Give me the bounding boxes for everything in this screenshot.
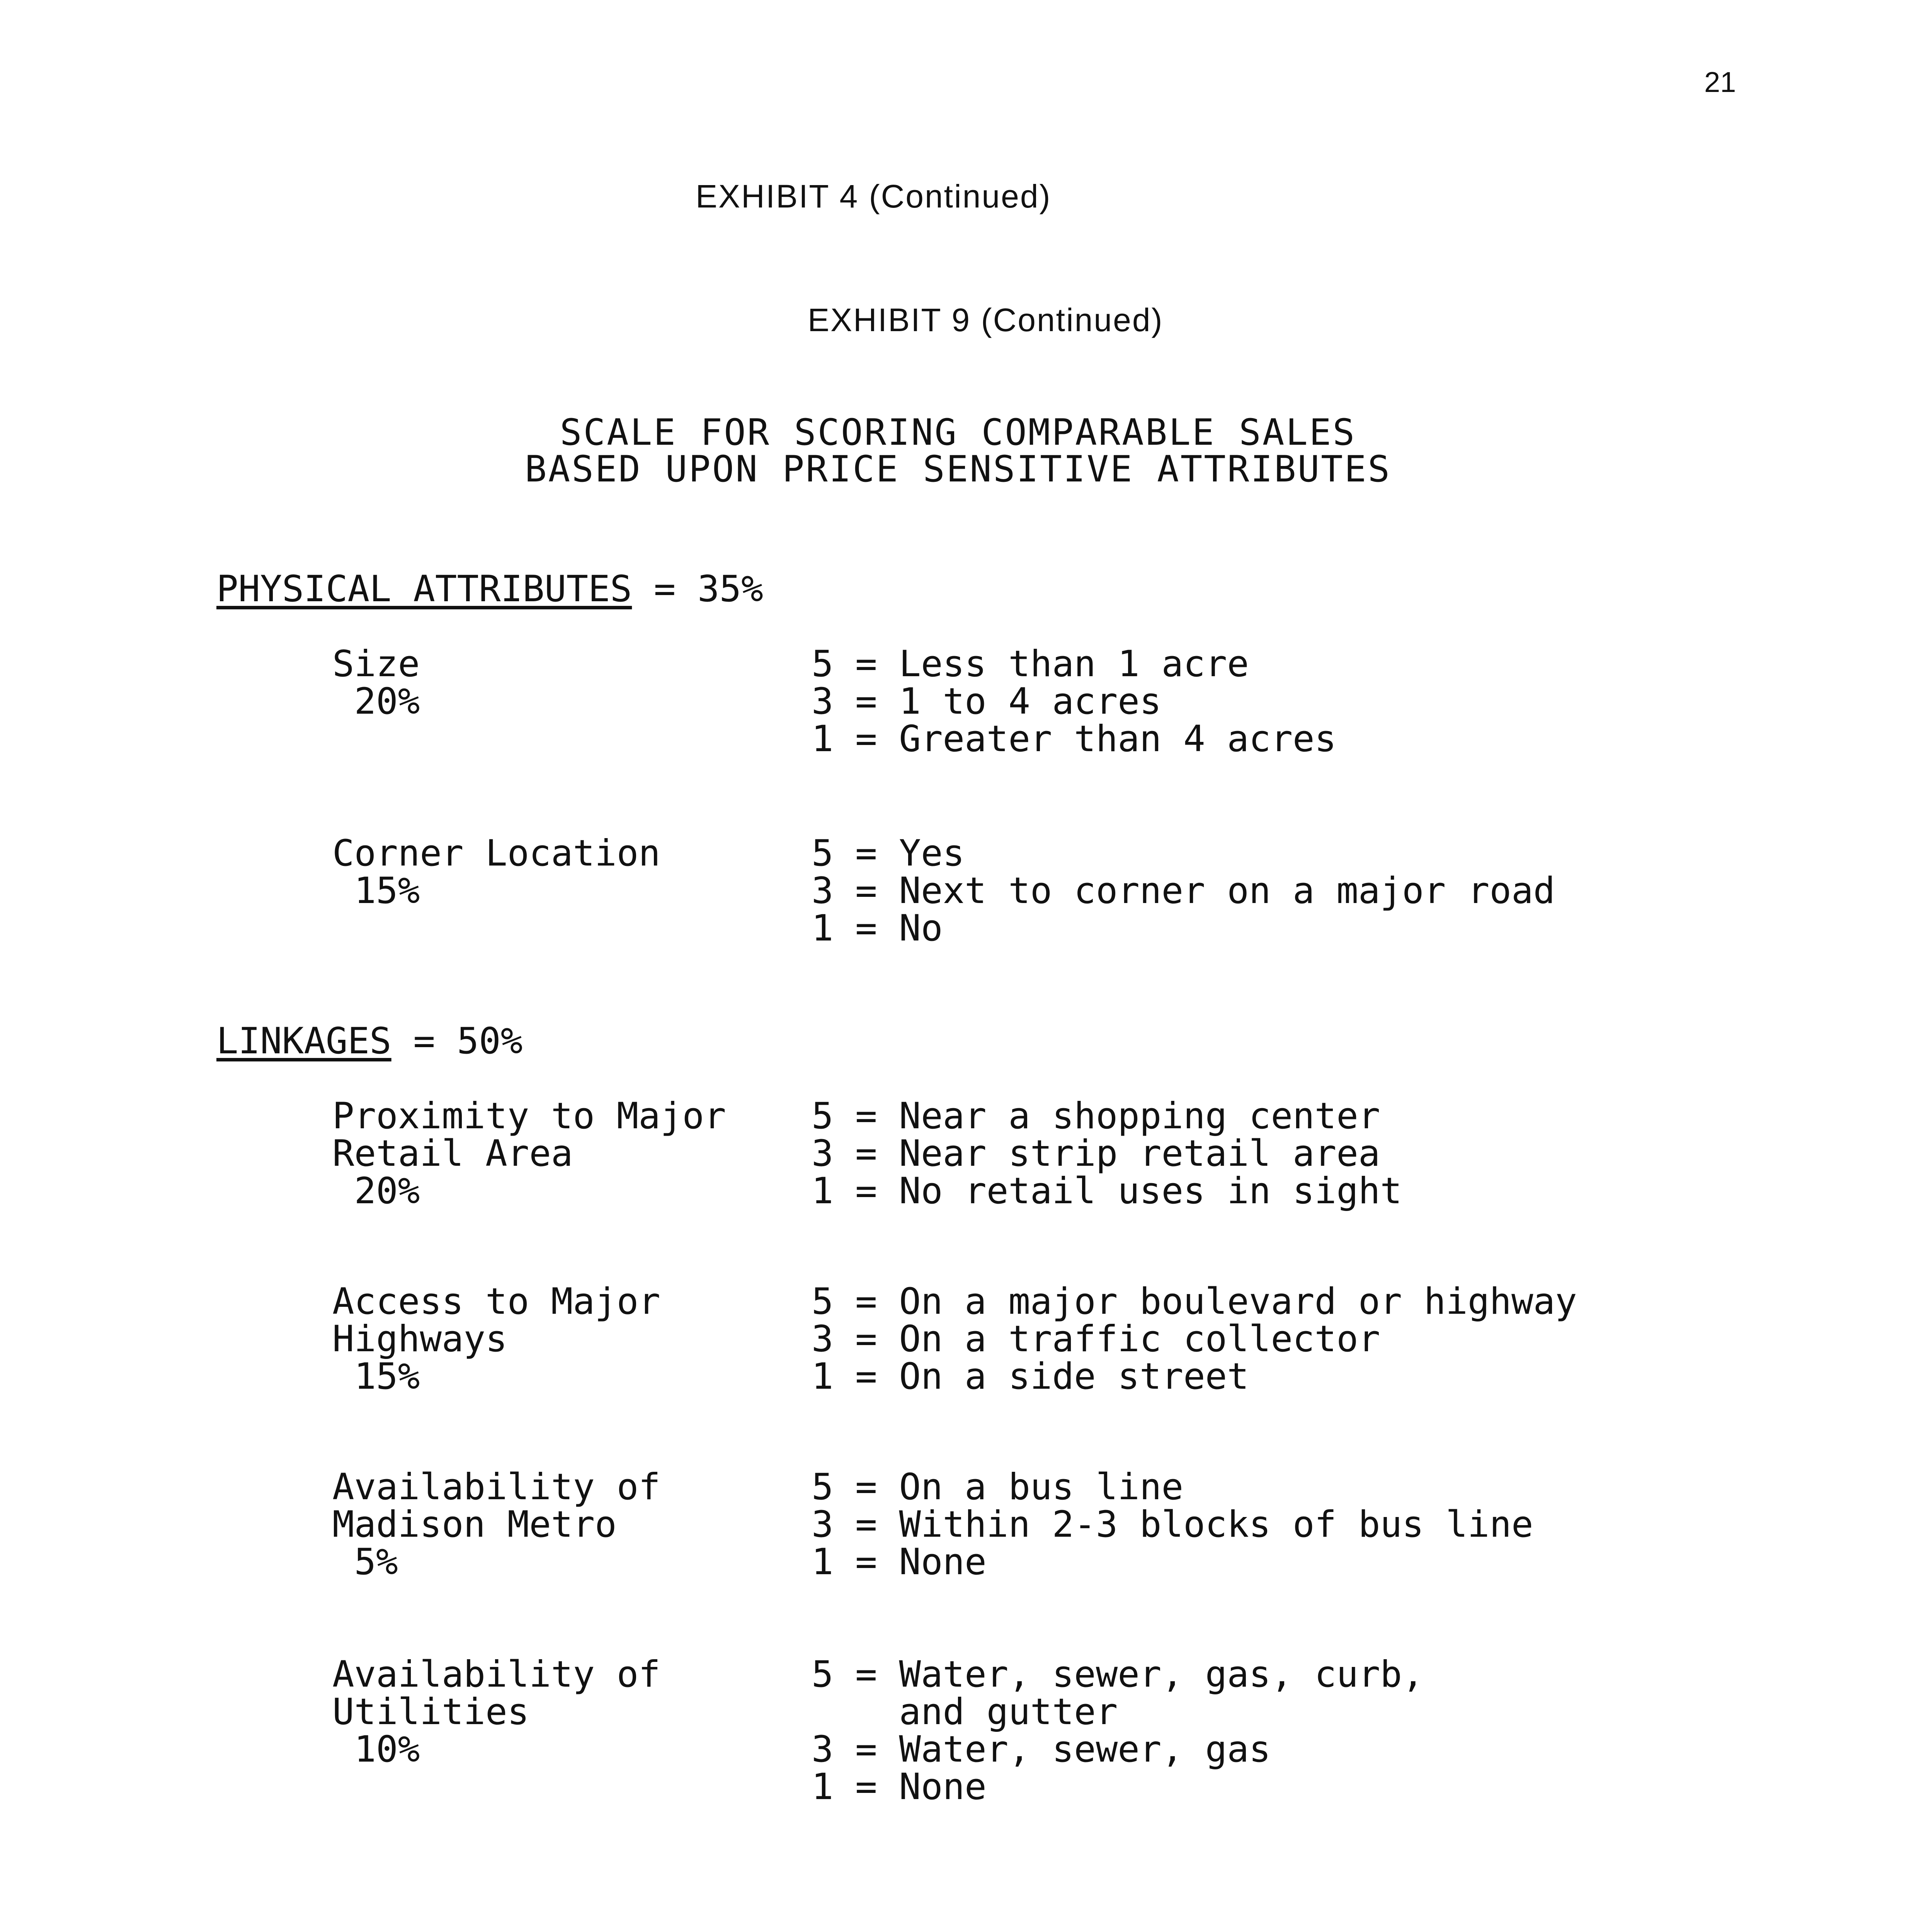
document-title-line-1: SCALE FOR SCORING COMPARABLE SALES (560, 412, 1356, 454)
attribute-weight: 5% (354, 1541, 398, 1583)
attribute-label: Retail Area (332, 1133, 573, 1175)
attribute-utilities (332, 1653, 660, 1770)
attribute-size (332, 643, 420, 723)
attribute-label: Availability of (332, 1466, 660, 1508)
score-list-access-highways (812, 1281, 1577, 1398)
score-list-corner-location (812, 832, 1555, 949)
score-line: 3 = Near strip retail area (812, 1133, 1380, 1175)
score-line: 1 = No (812, 907, 943, 949)
score-line: 1 = Greater than 4 acres (812, 718, 1337, 760)
score-line: 1 = None (812, 1766, 987, 1808)
section-heading-linkages (216, 1020, 522, 1062)
attribute-label: Access to Major (332, 1281, 660, 1323)
score-list-utilities (812, 1653, 1424, 1808)
page-number: 21 (1704, 66, 1736, 98)
score-line: 1 = No retail uses in sight (812, 1170, 1402, 1212)
document-title-line-2: BASED UPON PRICE SENSITIVE ATTRIBUTES (525, 448, 1391, 490)
attribute-label: Utilities (332, 1691, 529, 1733)
section-weight: = 35% (632, 568, 763, 610)
attribute-weight: 20% (354, 1170, 420, 1212)
score-line: 1 = On a side street (812, 1355, 1249, 1398)
score-line: 3 = Next to corner on a major road (812, 870, 1555, 912)
score-line: 5 = On a bus line (812, 1466, 1184, 1508)
score-line: 5 = Less than 1 acre (812, 643, 1249, 685)
attribute-label: Madison Metro (332, 1503, 617, 1546)
attribute-label: Availability of (332, 1653, 660, 1696)
exhibit-heading-4: EXHIBIT 4 (Continued) (696, 178, 1052, 214)
score-line: 3 = Water, sewer, gas (812, 1728, 1271, 1770)
section-name: PHYSICAL ATTRIBUTES (216, 568, 632, 610)
score-line: and gutter (812, 1691, 1118, 1733)
attribute-weight: 20% (354, 680, 420, 723)
attribute-corner-location (332, 832, 660, 912)
score-line: 3 = 1 to 4 acres (812, 680, 1162, 723)
attribute-label: Size (332, 643, 420, 685)
attribute-madison-metro (332, 1468, 660, 1581)
attribute-weight: 15% (354, 870, 420, 912)
exhibit-heading-9: EXHIBIT 9 (Continued) (808, 302, 1164, 338)
score-line: 5 = Water, sewer, gas, curb, (812, 1653, 1424, 1696)
score-line: 5 = Yes (812, 832, 965, 874)
score-line: 3 = On a traffic collector (812, 1318, 1380, 1360)
section-heading-physical (216, 568, 763, 610)
attribute-label: Corner Location (332, 832, 660, 874)
score-list-proximity-retail (812, 1097, 1402, 1210)
score-line: 3 = Within 2-3 blocks of bus line (812, 1503, 1533, 1546)
attribute-label: Proximity to Major (332, 1095, 726, 1137)
section-weight: = 50% (391, 1020, 523, 1062)
score-line: 5 = Near a shopping center (812, 1095, 1380, 1137)
score-line: 5 = On a major boulevard or highway (812, 1281, 1577, 1323)
section-name: LINKAGES (216, 1020, 391, 1062)
score-list-size (812, 645, 1336, 758)
score-line: 1 = None (812, 1541, 987, 1583)
attribute-weight: 10% (354, 1728, 420, 1770)
attribute-proximity-retail (332, 1097, 726, 1210)
score-list-madison-metro (812, 1468, 1533, 1581)
attribute-label: Highways (332, 1318, 507, 1360)
attribute-weight: 15% (354, 1355, 420, 1398)
attribute-access-highways (332, 1281, 660, 1398)
